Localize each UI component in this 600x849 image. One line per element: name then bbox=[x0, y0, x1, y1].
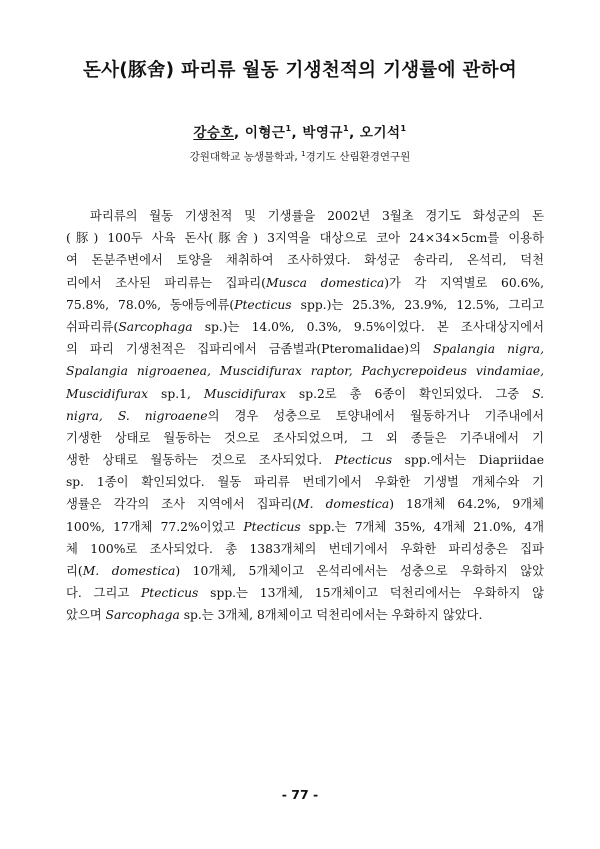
italic-text: Muscidifurax bbox=[66, 386, 149, 401]
abstract-line bbox=[66, 338, 544, 360]
abstract-line bbox=[66, 493, 544, 515]
italic-text: S. bbox=[532, 386, 544, 401]
abstract-text: 여 돈분주변에서 토양을 채취하여 조사하였다. 화성군 송라리, 온석리, 덕천 bbox=[66, 253, 544, 268]
author-name: 이형근 bbox=[244, 125, 286, 141]
abstract-text: sp.1, bbox=[148, 386, 204, 401]
affiliation-main: 강원대학교 농생물학과, bbox=[189, 151, 298, 163]
abstract-line bbox=[66, 383, 544, 405]
affiliation-marker: 1 bbox=[301, 150, 306, 158]
abstract-text: spp.는 7개체 35%, 4개체 21.0%, 4개 bbox=[300, 519, 545, 534]
abstract-line bbox=[66, 449, 544, 471]
paper-title: 돈사(豚舍) 파리류 월동 기생천적의 기생률에 관하여 bbox=[82, 60, 518, 81]
abstract-text: spp.는 13개체, 15개체이고 덕천리에서는 우화하지 않 bbox=[198, 586, 544, 601]
abstract-text: 100%, 17개체 77.2%이었고 bbox=[66, 519, 244, 534]
abstract-line bbox=[66, 471, 544, 493]
abstract-text: ) 10개체, 5개체이고 온석리에서는 성충으로 우화하지 않았 bbox=[175, 564, 545, 578]
author-list: 강승호, 이형근$^1$, 박영규$^1$, 오기석$^1$ bbox=[193, 124, 407, 141]
abstract-text: 75.8%, 78.0%, 동애등에류( bbox=[66, 297, 235, 312]
abstract-text: sp.)는 14.0%, 0.3%, 9.5%이었다. 본 조사대상지에서 bbox=[192, 319, 544, 334]
abstract-text: 리에서 조사된 파리류는 집파리( bbox=[66, 275, 266, 290]
italic-text: Ptecticus bbox=[234, 297, 292, 312]
abstract-text: 쉬파리류( bbox=[66, 319, 119, 334]
italic-text: Ptecticus bbox=[334, 453, 393, 468]
abstract-line bbox=[66, 538, 544, 560]
abstract-text: sp.2로 총 6종이 확인되었다. 그중 bbox=[285, 386, 533, 401]
italic-text: nigra, S. nigroaene bbox=[66, 408, 208, 423]
italic-text: M. domestica bbox=[82, 564, 176, 578]
abstract-text: )가 각 지역별로 60.6%, bbox=[384, 275, 544, 290]
italic-text: Spalangia nigroaenea, Muscidifurax raptor, Pachycrepoideus vindamiae, bbox=[66, 364, 544, 379]
italic-text: Sarcophaga bbox=[105, 608, 180, 623]
abstract-line bbox=[66, 294, 544, 316]
abstract-body bbox=[66, 205, 544, 627]
affiliation-line bbox=[0, 149, 600, 164]
abstract-text: 의 경우 성충으로 토양내에서 월동하거나 기주내에서 bbox=[207, 408, 544, 423]
abstract-text: 생률은 각각의 조사 지역에서 집파리( bbox=[66, 497, 298, 512]
italic-text: Muscidifurax bbox=[203, 386, 286, 401]
abstract-line bbox=[66, 360, 544, 382]
italic-text: M. domestica bbox=[297, 497, 390, 512]
abstract-line bbox=[66, 427, 544, 449]
abstract-text: 았으며 bbox=[66, 608, 106, 623]
abstract-text: 리( bbox=[66, 564, 83, 578]
abstract-line bbox=[66, 227, 544, 249]
abstract-text: 기생한 상태로 월동하는 것으로 조사되었으며, 그 외 종들은 기주내에서 기 bbox=[66, 430, 544, 445]
author-affiliation-marker: 1 bbox=[343, 124, 350, 133]
abstract-line bbox=[66, 205, 544, 227]
abstract-text: (豚) 100두 사육 돈사(豚舍) 3지역을 대상으로 코아 24×34×5cm를 이용하 bbox=[66, 231, 544, 246]
author-name: 오기석 bbox=[359, 125, 401, 141]
abstract-text: 의 파리 기생천적은 집파리에서 금좀벌과(Pteromalidae)의 bbox=[66, 342, 434, 357]
abstract-line bbox=[66, 604, 544, 626]
abstract-line bbox=[66, 582, 544, 604]
abstract-line bbox=[66, 316, 544, 338]
abstract-text: 다. 그리고 bbox=[66, 586, 141, 601]
abstract-text: sp.는 3개체, 8개체이고 덕천리에서는 우화하지 않았다. bbox=[179, 608, 483, 623]
italic-text: Sarcophaga bbox=[118, 319, 193, 334]
author-affiliation-marker: 1 bbox=[285, 124, 292, 133]
italic-text: Ptecticus bbox=[243, 519, 301, 534]
abstract-text: 체 100%로 조사되었다. 총 1383개체의 번데기에서 우화한 파리성충은 집파 bbox=[66, 541, 544, 556]
author-name: 박영규 bbox=[302, 125, 343, 141]
abstract-line bbox=[66, 405, 544, 427]
abstract-line bbox=[66, 516, 544, 538]
abstract-text: spp.에서는 Diapriidae bbox=[392, 453, 544, 468]
abstract-text: ) 18개체 64.2%, 9개체 bbox=[389, 497, 544, 512]
abstract-text: sp. 1종이 확인되었다. 월동 파리류 번데기에서 우화한 기생벌 개체수와 기 bbox=[66, 475, 544, 490]
abstract-text: spp.)는 25.3%, 23.9%, 12.5%, 그리고 bbox=[291, 297, 544, 312]
abstract-line bbox=[66, 560, 544, 582]
affiliation-second: 경기도 산림환경연구원 bbox=[305, 151, 411, 163]
abstract-line bbox=[66, 249, 544, 271]
italic-text: Musca domestica bbox=[265, 275, 385, 290]
abstract-text: 파리류의 월동 기생천적 및 기생률을 2002년 3월초 경기도 화성군의 돈 bbox=[90, 209, 544, 223]
author-affiliation-marker: 1 bbox=[400, 124, 407, 133]
page-number: - 77 - bbox=[281, 787, 319, 802]
author-name: 강승호 bbox=[193, 125, 234, 141]
italic-text: Spalangia nigra, bbox=[433, 342, 544, 357]
abstract-line bbox=[66, 272, 544, 294]
italic-text: Ptecticus bbox=[140, 586, 199, 601]
abstract-text: 생한 상태로 월동하는 것으로 조사되었다. bbox=[66, 453, 335, 468]
